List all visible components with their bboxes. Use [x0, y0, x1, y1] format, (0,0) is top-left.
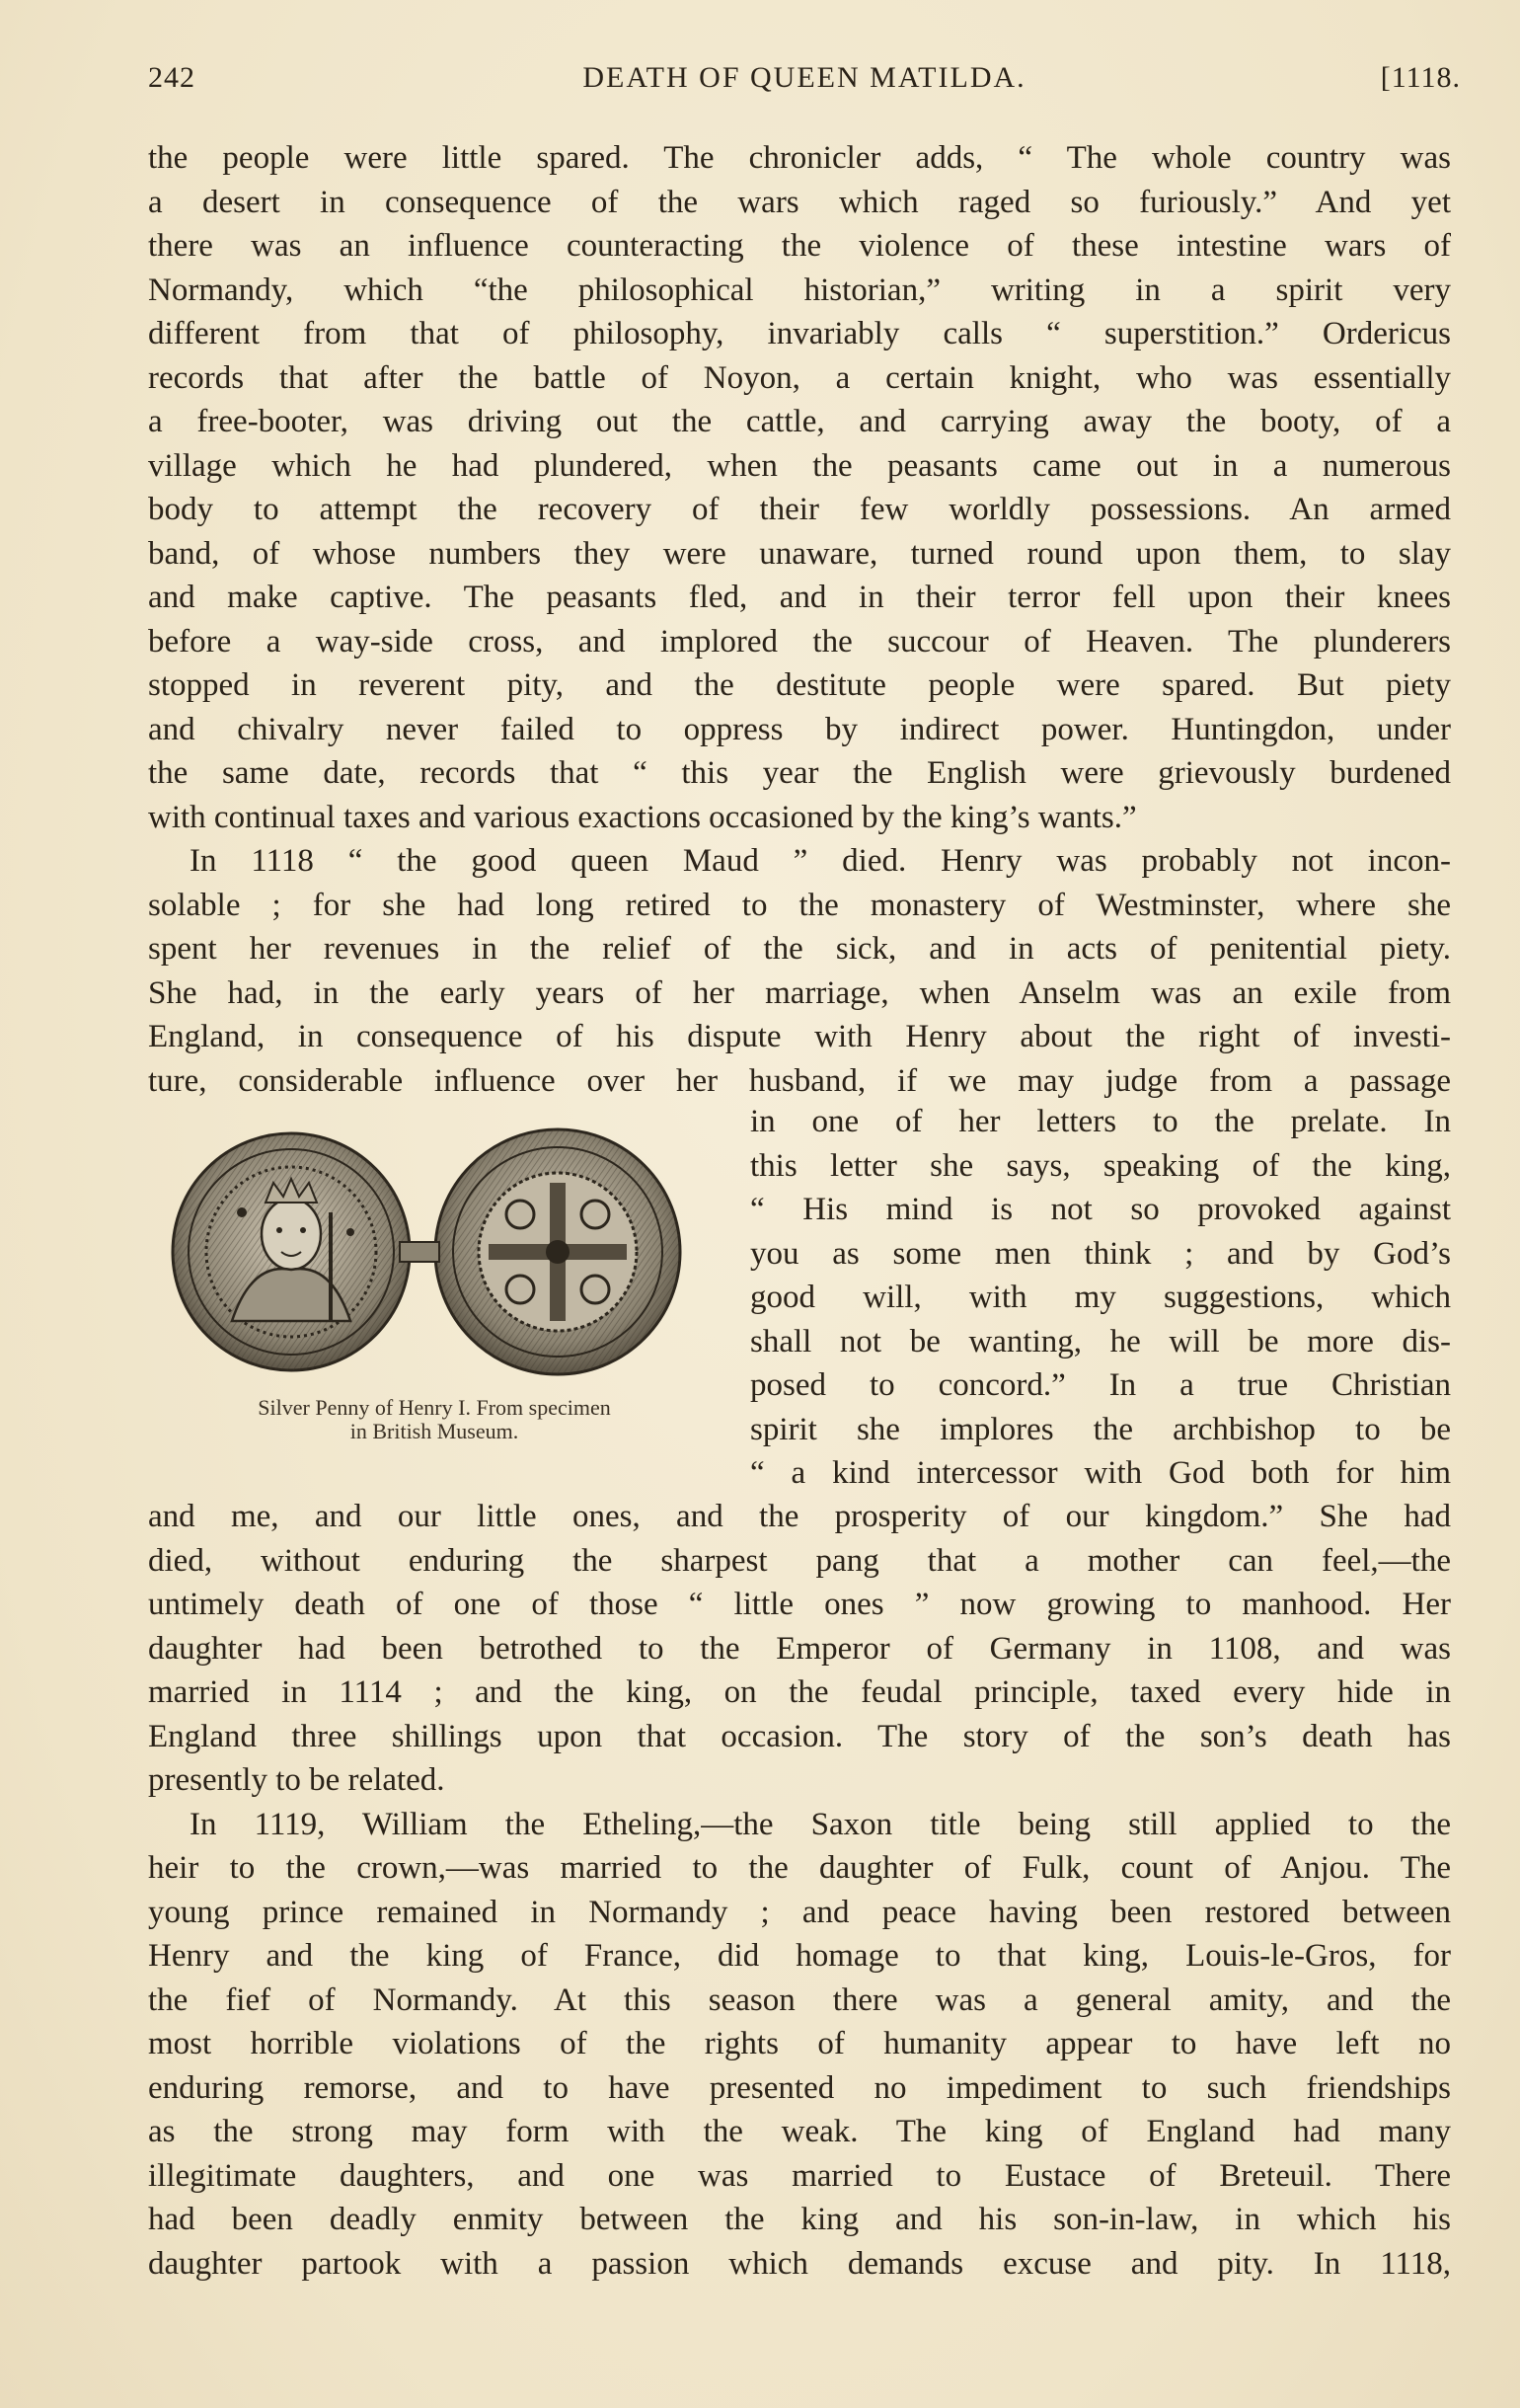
text-line: a desert in consequence of the wars which raged so furiously.” And yet	[148, 184, 1451, 220]
figure-caption	[148, 1396, 721, 1443]
text-line: spent her revenues in the relief of the sick, and in acts of penitential piety.	[148, 931, 1451, 967]
text-line: good will, with my suggestions, which	[750, 1280, 1451, 1315]
text-line: married in 1114 ; and the king, on the feudal principle, taxed every hide in	[148, 1674, 1451, 1710]
text-line: solable ; for she had long retired to the monastery of Westminster, where she	[148, 887, 1451, 923]
caption-line: Silver Penny of Henry I. From specimen	[258, 1395, 611, 1420]
paragraph-block-top	[148, 136, 1451, 1103]
text-line: had been deadly enmity between the king and his son-in-law, in which his	[148, 2202, 1451, 2237]
text-line: a free-booter, was driving out the cattle, and carrying away the booty, of a	[148, 404, 1451, 439]
text-line: England three shillings upon that occasion. The story of the son’s death has	[148, 1718, 1451, 1754]
caption-line: in British Museum.	[349, 1419, 519, 1443]
text-line: in one of her letters to the prelate. In	[750, 1104, 1451, 1139]
text-line: In 1118 “ the good queen Maud ” died. Henry was probably not incon-	[190, 843, 1451, 879]
text-line: the fief of Normandy. At this season there was a general amity, and the	[148, 1981, 1451, 2018]
text-line: heir to the crown,—was married to the daughter of Fulk, count of Anjou. The	[148, 1850, 1451, 1886]
text-line: young prince remained in Normandy ; and peace having been restored between	[148, 1894, 1451, 1930]
paragraph-block-bottom	[148, 1495, 1451, 2286]
page-number: 242	[148, 61, 195, 94]
text-line: “ His mind is not so provoked against	[750, 1192, 1451, 1227]
text-line: most horrible violations of the rights of humanity appear to have left no	[148, 2026, 1451, 2061]
text-line: untimely death of one of those “ little ones ” now growing to manhood. Her	[148, 1587, 1451, 1622]
text-line: and me, and our little ones, and the prosperity of our kingdom.” She had	[148, 1499, 1451, 1534]
text-line: and make captive. The peasants fled, and in their terror fell upon their knees	[148, 580, 1451, 615]
text-line: before a way-side cross, and implored the succour of Heaven. The plunderers	[148, 623, 1451, 660]
text-line: and chivalry never failed to oppress by indirect power. Huntingdon, under	[148, 711, 1451, 747]
text-line: body to attempt the recovery of their few worldly possessions. An armed	[148, 492, 1451, 527]
text-line: daughter had been betrothed to the Emperor of Germany in 1108, and was	[148, 1630, 1451, 1667]
text-line: as the strong may form with the weak. The king of England had many	[148, 2114, 1451, 2149]
text-line: ture, considerable influence over her husband, if we may judge from a passage	[148, 1062, 1451, 1099]
text-line: England, in consequence of his dispute with Henry about the right of investi-	[148, 1019, 1451, 1054]
text-line: presently to be related.	[148, 1762, 445, 1798]
text-line: there was an influence counteracting the violence of these intestine wars of	[148, 228, 1451, 264]
text-line: this letter she says, speaking of the king,	[750, 1147, 1451, 1184]
text-line: you as some men think ; and by God’s	[750, 1235, 1451, 1272]
text-line: Henry and the king of France, did homage to that king, Louis-le-Gros, for	[148, 1938, 1451, 1974]
text-line: posed to concord.” In a true Christian	[750, 1367, 1451, 1403]
silver-penny-icon	[163, 1126, 706, 1382]
text-line: different from that of philosophy, invariably calls “ superstition.” Ordericus	[148, 316, 1451, 351]
running-head	[148, 61, 1461, 105]
text-line: enduring remorse, and to have presented no impediment to such friendships	[148, 2069, 1451, 2106]
text-line: shall not be wanting, he will be more dis-	[750, 1323, 1451, 1359]
text-line: band, of whose numbers they were unaware, turned round upon them, to slay	[148, 535, 1451, 572]
text-line: the people were little spared. The chronicler adds, “ The whole country was	[148, 140, 1451, 176]
text-line: records that after the battle of Noyon, a certain knight, who was essentially	[148, 359, 1451, 396]
chapter-title: DEATH OF QUEEN MATILDA.	[582, 61, 1026, 94]
text-line: Normandy, which “the philosophical historian,” writing in a spirit very	[148, 272, 1451, 308]
text-line: the same date, records that “ this year the English were grievously burdened	[148, 755, 1451, 791]
text-line: “ a kind intercessor with God both for him	[750, 1455, 1451, 1491]
text-line: died, without enduring the sharpest pang that a mother can feel,—the	[148, 1542, 1451, 1579]
paragraph-block-wrapped	[750, 1100, 1451, 1496]
year-marker: [1118.	[1380, 61, 1461, 94]
text-line: She had, in the early years of her marriage, when Anselm was an exile from	[148, 974, 1451, 1011]
text-line: illegitimate daughters, and one was married to Eustace of Breteuil. There	[148, 2157, 1451, 2194]
text-line: stopped in reverent pity, and the destitute people were spared. But piety	[148, 667, 1451, 703]
coin-figure	[148, 1126, 721, 1451]
text-line: spirit she implores the archbishop to be	[750, 1411, 1451, 1447]
text-line: In 1119, William the Etheling,—the Saxon title being still applied to the	[190, 1806, 1451, 1842]
text-line: daughter partook with a passion which demands excuse and pity. In 1118,	[148, 2245, 1451, 2282]
text-line: with continual taxes and various exactions occasioned by the king’s wants.”	[148, 799, 1137, 835]
text-line: village which he had plundered, when the peasants came out in a numerous	[148, 447, 1451, 484]
